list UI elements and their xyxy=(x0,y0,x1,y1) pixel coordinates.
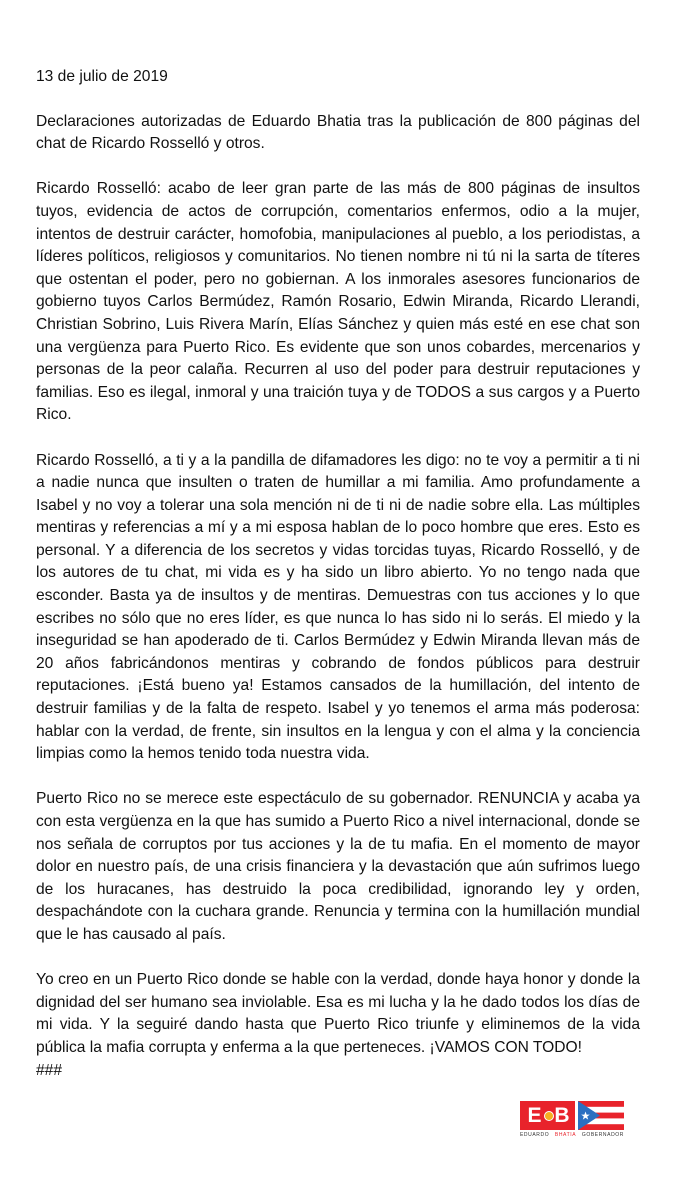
logo-caption-third: GOBERNADOR xyxy=(581,1132,624,1138)
paragraph-resignation: Puerto Rico no se merece este espectáculo de su gobernador. RENUNCIA y acaba ya con esta vergüenza en la que has sumido a Puerto Rico a nivel internacional, donde se nos señala de corruptos por tus acciones y la de tu mafia. En el momento de mayor dolor en nuestro país, de una crisis financiera y la devastación que aún sufrimos luego de los huracanes, has destruido la poca credibilidad, ignorando ley y orden, despachándote con la cuchara grande. Renuncia y termina con la humillación mundial que le has causado al país. xyxy=(36,790,640,943)
logo-letter-b: B xyxy=(549,1101,575,1130)
statement-date: 13 de julio de 2019 xyxy=(36,68,168,85)
paragraph-family: Ricardo Rosselló, a ti y a la pandilla de difamadores les digo: no te voy a permitir a ti ni a nadie nunca que insulten o traten de humillar a mi familia. Amo profundamente a Isabel y no voy a tolerar una sola mención ni de ti ni de nadie sobre ella. Las múltiples mentiras y referencias a mí y a mi esposa hablan de lo poco hombre que eres. Esto es personal. Y a diferencia de los secretos y vidas torcidas tuyas, Ricardo Rosselló, y de los autores de tu chat, mi vida es y ha sido un libro abierto. Yo no tengo nada que esconder. Basta ya de insultos y de mentiras. Demuestras con tus acciones y lo que escribes no sólo que no eres líder, es que nunca lo has sido ni lo serás. El miedo y la inseguridad se han apoderado de ti. Carlos Bermúdez y Edwin Miranda llevan más de 20 años fabricándonos mentiras y cobrando de fondos públicos para destruir reputaciones. ¡Está bueno ya! Estamos cansados de la humillación, del intento de destruir familias y de la falta de respeto. Isabel y yo tenemos el arma más poderosa: hablar con la verdad, de frente, sin insultos en la lengua y con el alma y la conciencia limpias como la hemos tenido toda nuestra vida. xyxy=(36,451,640,763)
logo-caption xyxy=(520,1132,624,1138)
logo-letter-e: E xyxy=(520,1101,549,1130)
paragraph-accusations: Ricardo Rosselló: acabo de leer gran parte de las más de 800 páginas de insultos tuyos, evidencia de actos de corrupción, comentarios enfermos, odio a la mujer, intentos de destruir carácter, homofobia, manipulaciones al pueblo, a los periodistas, a líderes políticos, religiosos y comunitarios. No tienen nombre ni tú ni la sarta de títeres que ostentan el poder, pero no gobiernan. A los inmorales asesores funcionarios de gobierno tuyos Carlos Bermúdez, Ramón Rosario, Edwin Miranda, Ricardo Llerandi, Christian Sobrino, Luis Rivera Marín, Elías Sánchez y quien más esté en ese chat son una vergüenza para Puerto Rico. Es evidente que son unos cobardes, mercenarios y personas de la peor calaña. Recurren al uso del poder para destruir reputaciones y familias. Eso es ilegal, inmoral y una traición tuya y de TODOS a sus cargos y a Puerto Rico. xyxy=(36,180,640,424)
logo-caption-first: EDUARDO xyxy=(520,1132,550,1138)
statement-document xyxy=(36,66,640,1082)
paragraph-intro: Declaraciones autorizadas de Eduardo Bhatia tras la publicación de 800 páginas del chat de Ricardo Rosselló y otros. xyxy=(36,112,640,153)
end-mark: ### xyxy=(36,1061,63,1079)
logo-caption-second: BHATIA xyxy=(554,1132,577,1138)
paragraph-closing: Yo creo en un Puerto Rico donde se hable con la verdad, donde haya honor y donde la dignidad del ser humano sea inviolable. Esa es mi lucha y la he dado todos los días de mi vida. Y la seguiré dando hasta que Puerto Rico triunfe y eliminemos de la vida pública la mafia corrupta y enferma a la que perteneces. ¡VAMOS CON TODO! xyxy=(36,971,640,1056)
logo-mark xyxy=(520,1101,628,1130)
puerto-rico-flag-icon xyxy=(578,1101,624,1130)
campaign-logo xyxy=(520,1101,628,1139)
